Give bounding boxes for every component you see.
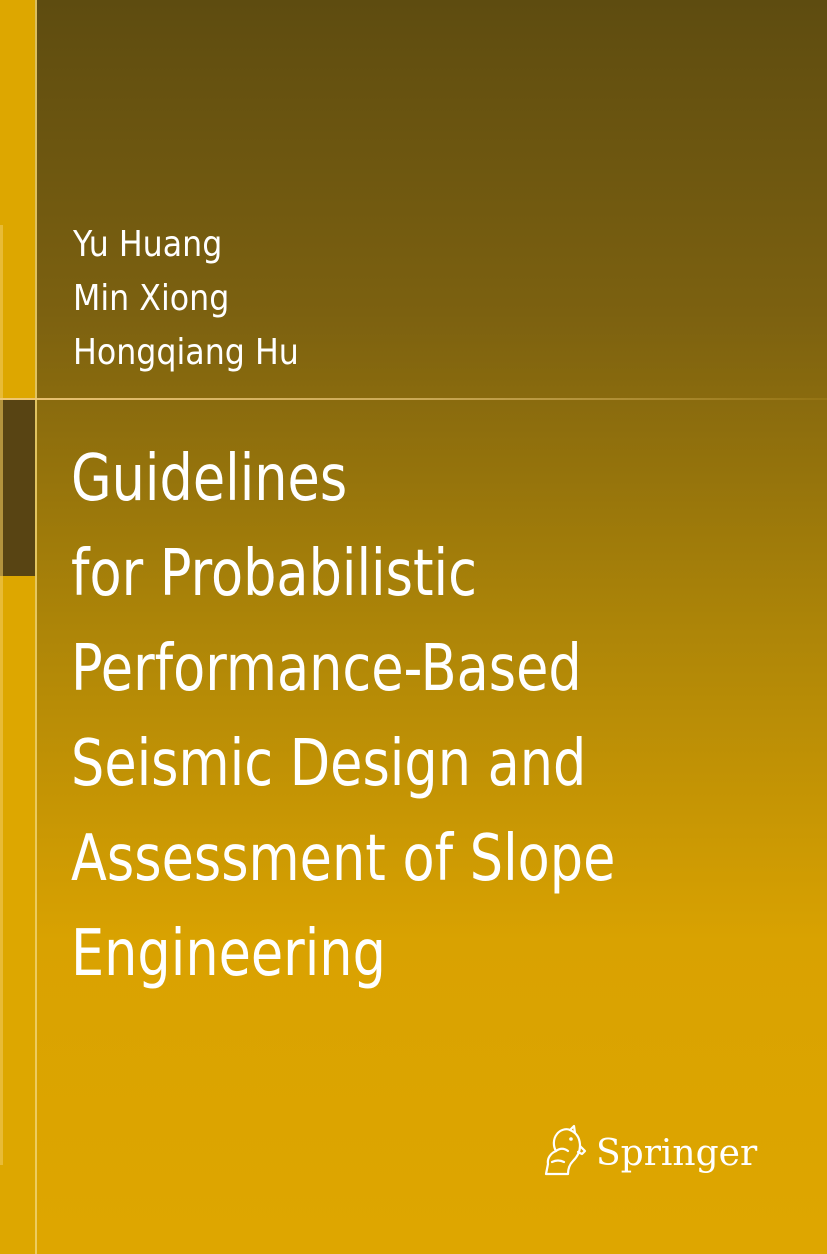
title-line: Guidelines xyxy=(71,442,348,516)
title-line: Performance-Based xyxy=(71,632,582,706)
book-title xyxy=(71,432,615,1002)
vertical-rule xyxy=(35,0,37,1254)
author-name: Min Xiong xyxy=(73,278,230,319)
left-color-strip xyxy=(0,0,35,1254)
author-name: Hongqiang Hu xyxy=(73,332,299,373)
left-dark-band xyxy=(0,400,35,576)
title-line: Seismic Design and xyxy=(71,727,587,801)
publisher-name: Springer xyxy=(596,1132,758,1174)
springer-horse-icon xyxy=(540,1124,588,1182)
title-line: Assessment of Slope xyxy=(71,822,616,896)
author-list xyxy=(73,218,299,380)
left-edge-line xyxy=(0,225,3,1165)
author-name: Yu Huang xyxy=(73,224,223,265)
horizontal-rule xyxy=(0,398,827,400)
title-line: for Probabilistic xyxy=(71,537,477,611)
publisher-logo xyxy=(540,1124,757,1182)
title-line: Engineering xyxy=(71,917,386,991)
